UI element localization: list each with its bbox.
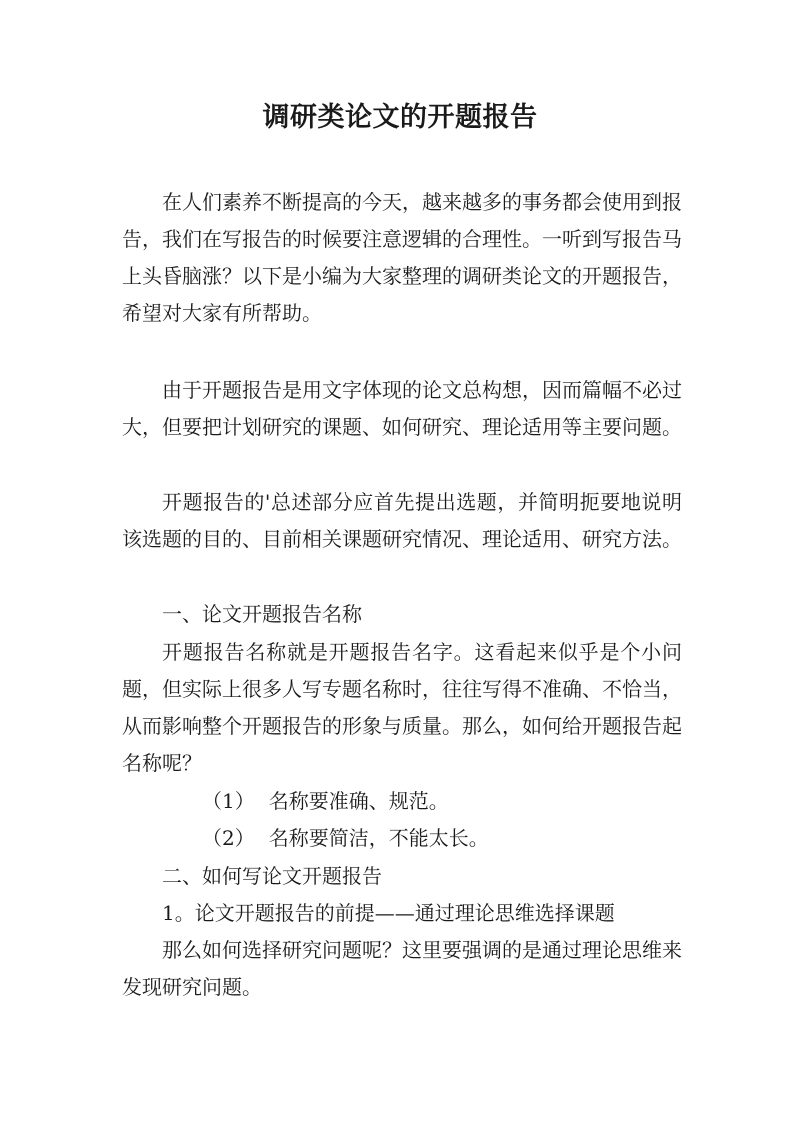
document-title: 调研类论文的开题报告: [262, 102, 538, 133]
subsection-heading-1: 1。论文开题报告的前提——通过理论思维选择课题: [162, 901, 615, 925]
list-item-1-text: 名称要准确、规范。: [268, 789, 449, 813]
summary-paragraph: 开题报告的'总述部分应首先提出选题，并简明扼要地说明该选题的目的、目前相关课题研究情况、理论适用、研究方法。: [122, 490, 682, 551]
question-paragraph: 那么如何选择研究问题呢？这里要强调的是通过理论思维来发现研究问题。: [122, 938, 682, 999]
list-item-2-number: （2）: [202, 826, 255, 850]
list-item-1-number: （1）: [202, 789, 255, 813]
section-heading-1: 一、论文开题报告名称: [162, 602, 362, 626]
naming-paragraph: 开题报告名称就是开题报告名字。这看起来似乎是个小问题，但实际上很多人写专题名称时，往往写得不准确、不恰当，从而影响整个开题报告的形象与质量。那么，如何给开题报告起名称呢？: [122, 640, 682, 775]
list-item-1: [122, 783, 682, 820]
section-heading-2: 二、如何写论文开题报告: [162, 864, 382, 888]
overview-paragraph: 由于开题报告是用文字体现的论文总构想，因而篇幅不必过大，但要把计划研究的课题、如何研究、理论适用等主要问题。: [122, 378, 682, 439]
intro-paragraph: 在人们素养不断提高的今天，越来越多的事务都会使用到报告，我们在写报告的时候要注意逻辑的合理性。一听到写报告马上头昏脑涨？以下是小编为大家整理的调研类论文的开题报告，希望对大家有所帮助。: [122, 190, 682, 325]
list-item-2: [122, 820, 682, 857]
list-item-2-text: 名称要简洁，不能太长。: [268, 826, 489, 850]
